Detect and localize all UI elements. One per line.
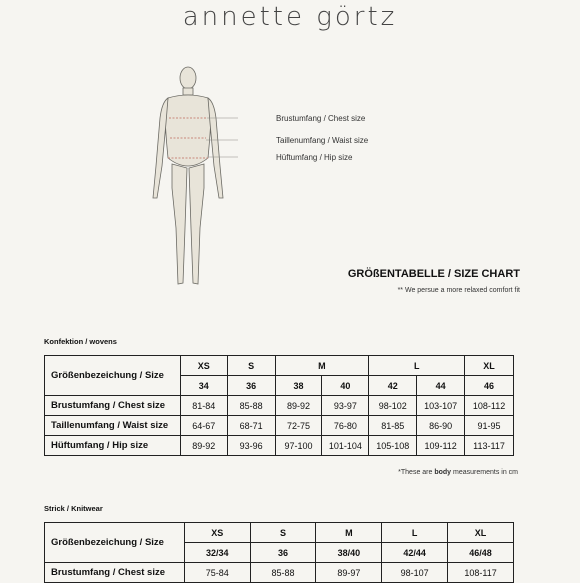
measure-cell: 76-80 <box>322 416 369 436</box>
measure-label: Hüftumfang / Hip size <box>45 436 181 456</box>
size-group-cell: M <box>275 356 369 376</box>
size-number-cell: 38/40 <box>316 543 382 563</box>
size-header-label: Größenbezeichung / Size <box>45 523 185 563</box>
size-number-cell: 44 <box>417 376 465 396</box>
measure-cell: 98-107 <box>382 563 448 583</box>
measure-cell: 75-84 <box>184 563 250 583</box>
wovens-section-label: Konfektion / wovens <box>44 337 117 346</box>
note-bold: body <box>434 469 452 476</box>
measure-cell: 89-97 <box>316 563 382 583</box>
note-suffix: measurements in cm <box>451 469 518 476</box>
waist-callout: Taillenumfang / Waist size <box>276 136 369 145</box>
size-number-cell: 36 <box>227 376 275 396</box>
size-group-cell: XS <box>184 523 250 543</box>
wovens-size-table <box>44 355 514 456</box>
table-row <box>45 523 514 543</box>
table-row <box>45 416 514 436</box>
measure-cell: 93-97 <box>322 396 369 416</box>
measure-cell: 108-112 <box>465 396 514 416</box>
measure-cell: 113-117 <box>465 436 514 456</box>
chest-callout: Brustumfang / Chest size <box>276 114 366 123</box>
measure-cell: 91-95 <box>465 416 514 436</box>
size-group-cell: S <box>227 356 275 376</box>
measure-cell: 108-117 <box>448 563 514 583</box>
size-chart-title: GRÖßENTABELLE / SIZE CHART <box>347 268 520 280</box>
measure-cell: 81-84 <box>180 396 227 416</box>
brand-logo: annette görtz <box>182 2 398 32</box>
knitwear-section-label: Strick / Knitwear <box>44 504 103 513</box>
size-group-cell: XS <box>180 356 227 376</box>
size-number-cell: 46/48 <box>448 543 514 563</box>
size-group-cell: L <box>369 356 465 376</box>
measure-cell: 85-88 <box>250 563 316 583</box>
measure-cell: 97-100 <box>275 436 322 456</box>
table-row <box>45 356 514 376</box>
measure-label: Brustumfang / Chest size <box>45 563 185 583</box>
measure-cell: 105-108 <box>369 436 417 456</box>
table-row <box>45 436 514 456</box>
table-row <box>45 396 514 416</box>
body-figure-illustration <box>138 58 238 302</box>
measure-cell: 89-92 <box>275 396 322 416</box>
comfort-fit-note: ** We persue a more relaxed comfort fit <box>397 287 520 294</box>
measure-cell: 81-85 <box>369 416 417 436</box>
size-group-cell: L <box>382 523 448 543</box>
size-number-cell: 38 <box>275 376 322 396</box>
size-group-cell: S <box>250 523 316 543</box>
size-number-cell: 46 <box>465 376 514 396</box>
note-prefix: *These are <box>398 469 435 476</box>
measure-cell: 109-112 <box>417 436 465 456</box>
measure-cell: 72-75 <box>275 416 322 436</box>
size-group-cell: XL <box>448 523 514 543</box>
measure-cell: 89-92 <box>180 436 227 456</box>
size-number-cell: 40 <box>322 376 369 396</box>
measure-cell: 85-88 <box>227 396 275 416</box>
size-number-cell: 32/34 <box>184 543 250 563</box>
measure-cell: 68-71 <box>227 416 275 436</box>
measure-cell: 86-90 <box>417 416 465 436</box>
size-header-label: Größenbezeichung / Size <box>45 356 181 396</box>
measure-label: Brustumfang / Chest size <box>45 396 181 416</box>
measure-cell: 98-102 <box>369 396 417 416</box>
size-group-cell: XL <box>465 356 514 376</box>
size-number-cell: 42 <box>369 376 417 396</box>
body-measurements-note <box>398 469 518 476</box>
size-number-cell: 34 <box>180 376 227 396</box>
measure-cell: 64-67 <box>180 416 227 436</box>
size-number-cell: 36 <box>250 543 316 563</box>
size-group-cell: M <box>316 523 382 543</box>
measure-cell: 103-107 <box>417 396 465 416</box>
measure-cell: 101-104 <box>322 436 369 456</box>
size-number-cell: 42/44 <box>382 543 448 563</box>
hip-callout: Hüftumfang / Hip size <box>276 153 353 162</box>
knitwear-size-table <box>44 522 514 583</box>
measure-label: Taillenumfang / Waist size <box>45 416 181 436</box>
measure-cell: 93-96 <box>227 436 275 456</box>
